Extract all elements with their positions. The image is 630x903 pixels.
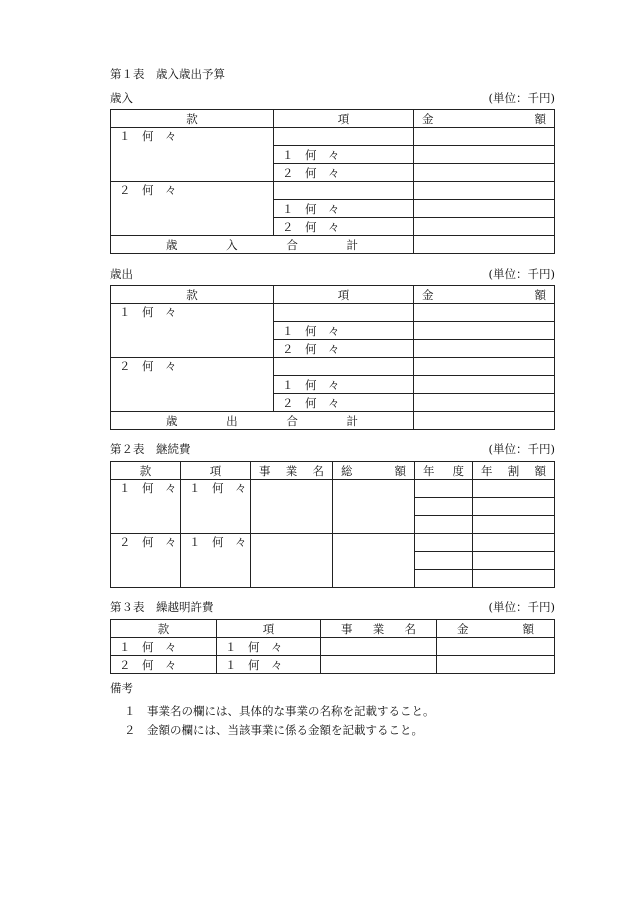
- kou-cell: １ 何 々: [274, 376, 414, 394]
- kou-cell: ２ 何 々: [274, 394, 414, 412]
- amount-cell: [414, 146, 555, 164]
- amount-cell: [414, 218, 555, 236]
- continuing-expenses-table: [110, 461, 555, 588]
- table2-title: 第２表 継続費: [110, 442, 191, 456]
- nenwari-cell: [473, 570, 555, 588]
- expenditure-table: [110, 285, 555, 430]
- total-amount-cell: [414, 412, 555, 430]
- kou-cell: ２ 何 々: [274, 218, 414, 236]
- kan-cell: ２ 何 々: [111, 656, 217, 674]
- amount-cell: [414, 340, 555, 358]
- kou-cell: ２ 何 々: [274, 164, 414, 182]
- amount-cell: [414, 200, 555, 218]
- nendo-cell: [415, 552, 473, 570]
- header-jigyo: 事 業 名: [321, 620, 437, 638]
- table2-unit: (単位：千円): [488, 442, 555, 456]
- nenwari-cell: [473, 516, 555, 534]
- kan-cell: １ 何 々: [111, 480, 181, 534]
- header-kou: 項: [274, 286, 414, 304]
- kan-cell: １ 何 々: [111, 304, 274, 358]
- kan-cell: １ 何 々: [111, 128, 274, 182]
- revenue-table: [110, 109, 555, 254]
- nendo-cell: [415, 498, 473, 516]
- kou-cell: [274, 304, 414, 322]
- nendo-cell: [415, 480, 473, 498]
- amount-cell: [414, 376, 555, 394]
- note-item: １ 事業名の欄には、具体的な事業の名称を記載すること。: [124, 704, 435, 718]
- amount-cell: [414, 182, 555, 200]
- nenwari-cell: [473, 480, 555, 498]
- header-kan: 款: [111, 620, 217, 638]
- header-nendo: 年 度: [415, 462, 473, 480]
- revenue-unit: (単位：千円): [488, 91, 555, 105]
- kou-cell: １ 何 々: [274, 200, 414, 218]
- kou-cell: [274, 128, 414, 146]
- kou-cell: １ 何 々: [274, 322, 414, 340]
- notes-title: 備考: [110, 681, 133, 695]
- kan-cell: １ 何 々: [111, 638, 217, 656]
- carryover-table: [110, 619, 555, 674]
- kou-cell: １ 何 々: [217, 638, 321, 656]
- expenditure-label: 歳出: [110, 267, 133, 281]
- header-kan: 款: [111, 110, 274, 128]
- table3-title: 第３表 繰越明許費: [110, 600, 214, 614]
- amount-cell: [414, 164, 555, 182]
- expenditure-unit: (単位：千円): [488, 267, 555, 281]
- nendo-cell: [415, 570, 473, 588]
- header-kingaku: 金 額: [414, 110, 555, 128]
- note-item: ２ 金額の欄には、当該事業に係る金額を記載すること。: [124, 723, 423, 737]
- nendo-cell: [415, 534, 473, 552]
- total-amount-cell: [414, 236, 555, 254]
- sogaku-cell: [333, 480, 415, 534]
- sogaku-cell: [333, 534, 415, 588]
- kou-cell: ２ 何 々: [274, 340, 414, 358]
- nenwari-cell: [473, 552, 555, 570]
- header-kou: 項: [181, 462, 251, 480]
- header-sogaku: 総 額: [333, 462, 415, 480]
- kou-cell: [274, 182, 414, 200]
- kou-cell: １ 何 々: [274, 146, 414, 164]
- header-jigyo: 事 業 名: [251, 462, 333, 480]
- amount-cell: [414, 304, 555, 322]
- table3-unit: (単位：千円): [488, 600, 555, 614]
- revenue-label: 歳入: [110, 91, 133, 105]
- kou-cell: １ 何 々: [181, 534, 251, 588]
- header-kan: 款: [111, 286, 274, 304]
- amount-cell: [414, 128, 555, 146]
- amount-cell: [414, 358, 555, 376]
- nenwari-cell: [473, 534, 555, 552]
- nendo-cell: [415, 516, 473, 534]
- kou-cell: [274, 358, 414, 376]
- amount-cell: [437, 656, 555, 674]
- table1-title: 第１表 歳入歳出予算: [110, 67, 225, 81]
- header-kingaku: 金 額: [437, 620, 555, 638]
- header-kan: 款: [111, 462, 181, 480]
- kan-cell: ２ 何 々: [111, 182, 274, 236]
- kan-cell: ２ 何 々: [111, 534, 181, 588]
- header-kou: 項: [274, 110, 414, 128]
- jigyo-cell: [321, 656, 437, 674]
- nenwari-cell: [473, 498, 555, 516]
- expenditure-total-label: 歳 出 合 計: [111, 412, 414, 430]
- header-kingaku: 金 額: [414, 286, 555, 304]
- revenue-total-label: 歳 入 合 計: [111, 236, 414, 254]
- header-kou: 項: [217, 620, 321, 638]
- jigyo-cell: [251, 534, 333, 588]
- header-nenwari: 年 割 額: [473, 462, 555, 480]
- jigyo-cell: [321, 638, 437, 656]
- amount-cell: [414, 394, 555, 412]
- kou-cell: １ 何 々: [217, 656, 321, 674]
- kou-cell: １ 何 々: [181, 480, 251, 534]
- amount-cell: [414, 322, 555, 340]
- jigyo-cell: [251, 480, 333, 534]
- amount-cell: [437, 638, 555, 656]
- kan-cell: ２ 何 々: [111, 358, 274, 412]
